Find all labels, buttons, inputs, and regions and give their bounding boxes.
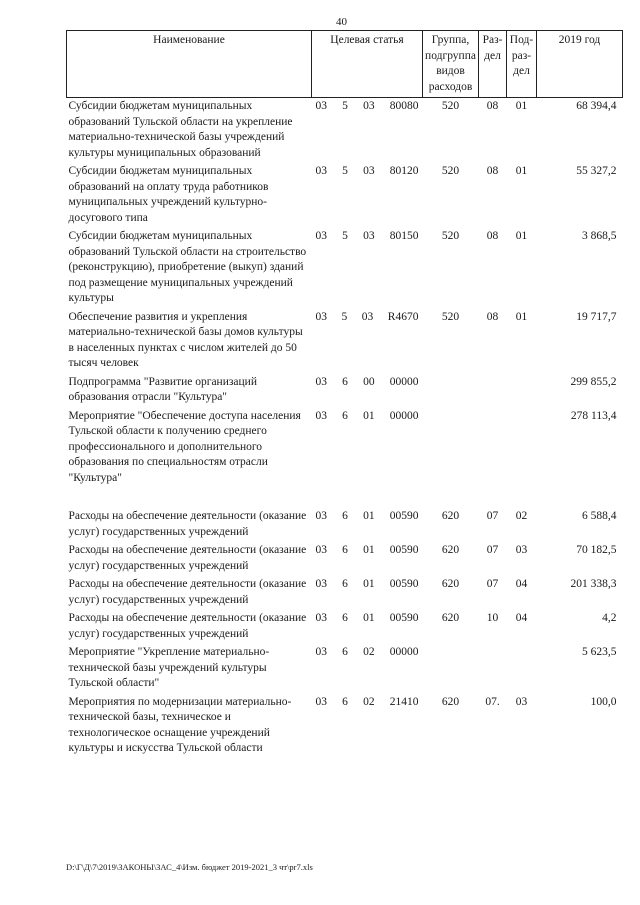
row-amount: 299 855,2: [570, 375, 617, 388]
target-direction: 21410: [389, 695, 419, 708]
table-row: [67, 508, 623, 542]
row-section: 07.: [485, 695, 500, 708]
row-target-code: [312, 163, 423, 228]
row-group: [423, 644, 479, 694]
target-direction: 80120: [389, 165, 419, 177]
table-body: [67, 98, 623, 759]
row-section: 07: [486, 578, 499, 590]
row-target-code: [312, 228, 423, 309]
target-subprogram: 5: [342, 100, 348, 112]
header-section: Раз-дел: [479, 31, 507, 98]
table-header-row: [67, 31, 623, 98]
row-target-code: [312, 694, 423, 759]
target-subprogram: 6: [342, 510, 348, 522]
row-amount: 278 113,4: [570, 409, 617, 422]
target-program: 03: [315, 375, 327, 388]
row-group: 520: [441, 310, 460, 323]
target-event: 03: [363, 165, 375, 177]
row-group: [423, 374, 479, 408]
row-section: 08: [486, 100, 499, 112]
target-program: 03: [315, 409, 327, 422]
target-subprogram: 6: [342, 578, 348, 590]
row-target-code: [312, 542, 423, 576]
row-name: Мероприятие "Обеспечение доступа населения Тульской области к получению среднего профессионального и дополнительного образования по специальностям отрасли "Культура": [68, 409, 301, 484]
target-direction: 00000: [389, 375, 419, 388]
target-subprogram: 5: [341, 310, 348, 323]
row-section: 08: [486, 230, 499, 242]
target-program: 03: [315, 165, 327, 177]
target-direction: 00590: [389, 544, 419, 556]
budget-table: [66, 30, 623, 759]
target-subprogram: 6: [342, 375, 348, 388]
target-subprogram: 6: [342, 646, 348, 658]
row-subsection: 04: [515, 612, 528, 624]
target-program: 03: [315, 578, 327, 590]
row-group: 520: [441, 100, 460, 112]
row-amount: 3 868,5: [582, 230, 617, 242]
row-name: Расходы на обеспечение деятельности (оказание услуг) государственных учреждений: [68, 578, 307, 606]
row-group: 520: [441, 230, 460, 242]
row-target-code: [312, 576, 423, 610]
row-amount: 4,2: [602, 612, 617, 624]
row-subsection: 03: [515, 544, 528, 556]
target-event: 00: [363, 375, 375, 388]
target-direction: 00590: [389, 578, 419, 590]
table-row: [67, 374, 623, 408]
target-subprogram: 6: [342, 612, 348, 624]
target-program: 03: [315, 230, 327, 242]
header-target: Целевая статья: [312, 31, 423, 98]
row-target-code: [312, 408, 423, 489]
target-event: 03: [363, 100, 375, 112]
target-event: 03: [361, 310, 374, 323]
row-target-code: [312, 98, 423, 164]
row-target-code: [312, 610, 423, 644]
target-event: 02: [363, 695, 375, 708]
row-target-code: [312, 508, 423, 542]
header-subsection: Под-раз-дел: [507, 31, 537, 98]
table-row: [67, 644, 623, 694]
row-group: 520: [441, 165, 460, 177]
row-group: [423, 408, 479, 489]
row-target-code: [312, 309, 423, 374]
target-program: 03: [315, 544, 327, 556]
target-program: 03: [315, 612, 327, 624]
target-subprogram: 6: [342, 409, 348, 422]
row-subsection: 04: [515, 578, 528, 590]
target-event: 01: [363, 544, 375, 556]
row-group: 620: [441, 510, 460, 522]
target-direction: R4670: [387, 310, 419, 323]
row-section: 07: [486, 510, 499, 522]
row-name: Субсидии бюджетам муниципальных образований на оплату труда работников муниципальных учреждений культурно-досугового типа: [68, 165, 269, 224]
row-group: 620: [441, 544, 460, 556]
target-program: 03: [315, 310, 327, 323]
table-row: [67, 98, 623, 164]
table-row: [67, 694, 623, 759]
row-name: Субсидии бюджетам муниципальных образований Тульской области на укрепление материально-технической базы учреждений культуры муниципальных образований: [68, 100, 293, 159]
table-row: [67, 309, 623, 374]
row-section: 08: [486, 310, 499, 323]
row-section: [479, 644, 507, 694]
table-row: [67, 576, 623, 610]
row-section: 08: [486, 165, 499, 177]
target-event: 01: [363, 612, 375, 624]
row-subsection: [507, 644, 537, 694]
row-name: Мероприятие "Укрепление материально-технической базы учреждений культуры Тульской области": [68, 646, 270, 689]
row-name: Мероприятия по модернизации материально-технической базы, техническое и технологическое оснащение учреждений культуры и искусства Тульской области: [68, 695, 292, 754]
row-subsection: 01: [515, 100, 528, 112]
header-group: Группа, подгруппа видов расходов: [423, 31, 479, 98]
row-amount: 6 588,4: [582, 510, 617, 522]
target-program: 03: [315, 646, 327, 658]
target-direction: 00590: [389, 612, 419, 624]
row-amount: 19 717,7: [576, 310, 617, 323]
row-subsection: 01: [515, 230, 528, 242]
row-target-code: [312, 644, 423, 694]
target-program: 03: [315, 510, 327, 522]
row-amount: 55 327,2: [576, 165, 617, 177]
header-name: Наименование: [67, 31, 312, 98]
table-row: [67, 610, 623, 644]
row-name: Подпрограмма "Развитие организаций образования отрасли "Культура": [68, 375, 257, 403]
target-direction: 00590: [389, 510, 419, 522]
target-subprogram: 5: [342, 230, 348, 242]
table-row: [67, 542, 623, 576]
table-row: [67, 228, 623, 309]
row-amount: 100,0: [590, 695, 617, 708]
target-subprogram: 6: [342, 695, 348, 708]
row-name: Субсидии бюджетам муниципальных образований Тульской области на строительство (реконструкцию), приобретение (выкуп) зданий под размещение муниципальных учреждений культуры: [68, 230, 307, 304]
target-event: 02: [363, 646, 375, 658]
row-group: 620: [441, 578, 460, 590]
file-path-footer: D:\Г\Д\7\2019\ЗАКОНЫ\ЗАС_4\Изм. бюджет 2019-2021_3 чт\рr7.xls: [66, 862, 313, 872]
row-section: [479, 374, 507, 408]
row-name: Расходы на обеспечение деятельности (оказание услуг) государственных учреждений: [68, 544, 307, 572]
row-group: 620: [441, 695, 460, 708]
row-name: Расходы на обеспечение деятельности (оказание услуг) государственных учреждений: [68, 612, 307, 640]
row-amount: 201 338,3: [570, 578, 617, 590]
table-row: [67, 408, 623, 489]
target-event: 01: [363, 578, 375, 590]
row-name: Расходы на обеспечение деятельности (оказание услуг) государственных учреждений: [68, 510, 307, 538]
row-section: [479, 408, 507, 489]
row-subsection: [507, 374, 537, 408]
row-amount: 70 182,5: [576, 544, 617, 556]
row-section: 10: [486, 612, 499, 624]
row-spacer: [67, 488, 623, 508]
target-program: 03: [315, 100, 327, 112]
page-number: 40: [336, 16, 347, 28]
target-direction: 80080: [389, 100, 419, 112]
row-target-code: [312, 374, 423, 408]
row-subsection: [507, 408, 537, 489]
row-section: 07: [486, 544, 499, 556]
row-group: 620: [441, 612, 460, 624]
row-amount: 68 394,4: [576, 100, 617, 112]
target-subprogram: 5: [342, 165, 348, 177]
row-name: Обеспечение развития и укрепления материально-технической базы домов культуры в населенных пунктах с числом жителей до 50 тысяч человек: [68, 310, 303, 369]
target-direction: 00000: [389, 646, 419, 658]
header-year: 2019 год: [537, 31, 623, 98]
target-subprogram: 6: [342, 544, 348, 556]
row-subsection: 03: [515, 695, 528, 708]
row-amount: 5 623,5: [582, 646, 617, 658]
row-subsection: 01: [515, 165, 528, 177]
table-row: [67, 163, 623, 228]
target-event: 01: [363, 510, 375, 522]
target-direction: 80150: [389, 230, 419, 242]
target-direction: 00000: [389, 409, 419, 422]
row-subsection: 01: [515, 310, 528, 323]
target-event: 01: [363, 409, 375, 422]
target-program: 03: [315, 695, 327, 708]
row-subsection: 02: [515, 510, 528, 522]
target-event: 03: [363, 230, 375, 242]
